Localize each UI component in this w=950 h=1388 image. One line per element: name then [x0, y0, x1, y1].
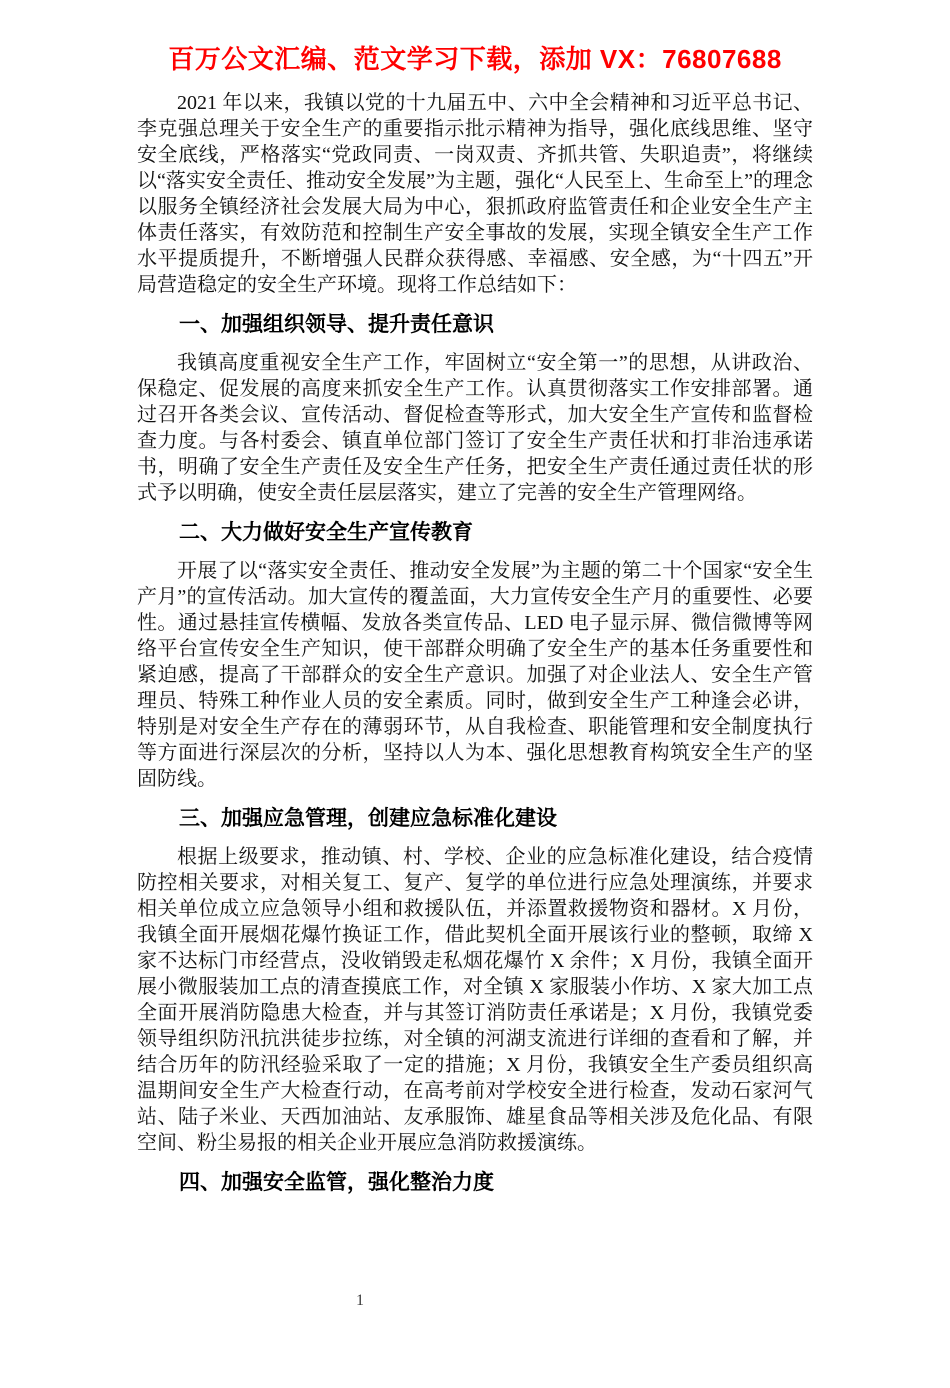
- header-notice: 百万公文汇编、范文学习下载，添加 VX：76807688: [168, 44, 782, 74]
- section-1-body: 我镇高度重视安全生产工作，牢固树立“安全第一”的思想，从讲政治、保稳定、促发展的高度来抓安全生产工作。认真贯彻落实工作安排部署。通过召开各类会议、宣传活动、督促检查等形式，加大安全生产宣传和监督检查力度。与各村委会、镇直单位部门签订了安全生产责任状和打非治违承诺书，明确了安全生产责任及安全生产任务，把安全生产责任通过责任状的形式予以明确，使安全责任层层落实，建立了完善的安全生产管理网络。: [137, 352, 813, 504]
- intro-paragraph: 2021 年以来，我镇以党的十九届五中、六中全会精神和习近平总书记、李克强总理关于安全生产的重要指示批示精神为指导，强化底线思维、坚守安全底线，严格落实“党政同责、一岗双责、齐抓共管、失职追责”，将继续以“落实安全责任、推动安全发展”为主题，强化“人民至上、生命至上”的理念以服务全镇经济社会发展大局为中心，狠抓政府监管责任和企业安全生产主体责任落实，有效防范和控制生产安全事故的发展，实现全镇安全生产工作水平提质提升，不断增强人民群众获得感、幸福感、安全感，为“十四五”开局营造稳定的安全生产环境。现将工作总结如下：: [137, 92, 813, 296]
- section-3-body: 根据上级要求，推动镇、村、学校、企业的应急标准化建设，结合疫情防控相关要求，对相关复工、复产、复学的单位进行应急处理演练，并要求相关单位成立应急领导小组和救援队伍，并添置救援物资和器材。X 月份，我镇全面开展烟花爆竹换证工作，借此契机全面开展该行业的整顿，取缔 X 家不达标门市经营点，没收销毁走私烟花爆竹 X 余件；X 月份，我镇全面开展小微服装加工点的清查摸底工作，对全镇 X 家服装小作坊、X 家大加工点全面开展消防隐患大检查，并与其签订消防责任承诺是；X 月份，我镇党委领导组织防汛抗洪徒步拉练，对全镇的河湖支流进行详细的查看和了解，并结合历年的防汛经验采取了一定的措施；X 月份，我镇安全生产委员组织高温期间安全生产大检查行动，在高考前对学校安全进行检查，发动石家河气站、陆子米业、天西加油站、友承服饰、雄星食品等相关涉及危化品、有限空间、粉尘易报的相关企业开展应急消防救援演练。: [137, 846, 813, 1154]
- page-footer: [0, 1292, 950, 1316]
- section-4-heading: 四、加强安全监管，强化整治力度: [179, 1171, 494, 1194]
- section-3-heading: 三、加强应急管理，创建应急标准化建设: [179, 807, 557, 830]
- section-2-body: 开展了以“落实安全责任、推动安全发展”为主题的第二十个国家“安全生产月”的宣传活动。加大宣传的覆盖面，大力宣传安全生产月的重要性、必要性。通过悬挂宣传横幅、发放各类宣传品、LED 电子显示屏、微信微博等网络平台宣传安全生产知识，使干部群众明确了安全生产的基本任务重要性和紧迫感，提高了干部群众的安全生产意识。加强了对企业法人、安全生产管理员、特殊工种作业人员的安全素质。同时，做到安全生产工种逢会必讲，特别是对安全生产存在的薄弱环节，从自我检查、职能管理和安全制度执行等方面进行深层次的分析，坚持以人为本、强化思想教育构筑安全生产的坚固防线。: [137, 560, 813, 790]
- section-2-heading: 二、大力做好安全生产宣传教育: [179, 521, 473, 544]
- section-1-heading: 一、加强组织领导、提升责任意识: [179, 313, 494, 336]
- document-content: [137, 90, 813, 1196]
- document-page: [0, 44, 950, 1309]
- page-number: 1: [356, 1292, 364, 1309]
